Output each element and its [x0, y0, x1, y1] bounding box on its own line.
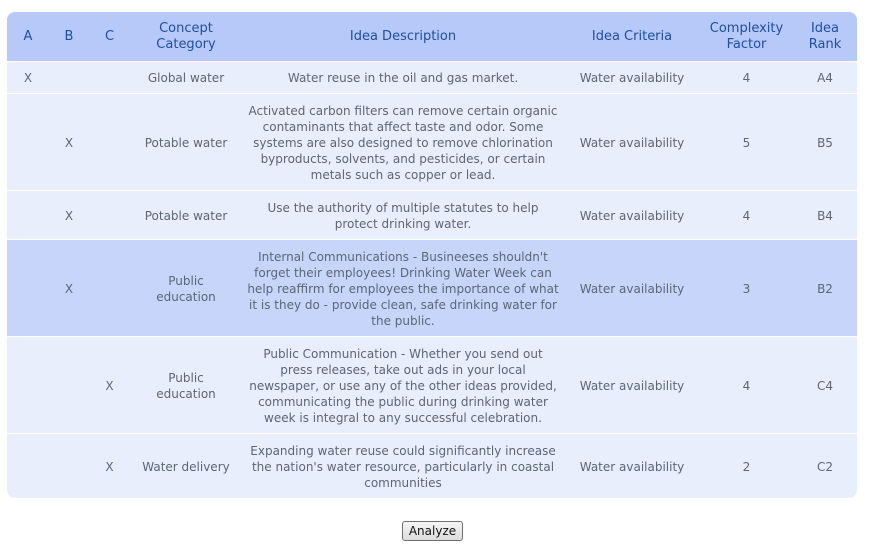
cell-b: X [64, 281, 74, 296]
table-row [7, 190, 857, 240]
header-b: B [64, 28, 74, 44]
cell-complexity-factor: 2 [742, 459, 751, 474]
cell-idea-criteria: Water availability [579, 378, 685, 393]
cell-concept-category: Public education [156, 273, 216, 304]
cell-idea-description: Activated carbon filters can remove certain organic contaminants that affect taste and odor. Some systems are also designed to remove chlorination byproducts, solvents, and pesticides, or certain metals such as copper or lead. [248, 103, 558, 182]
cell-b [49, 337, 89, 434]
cell-complexity-factor: 4 [742, 208, 751, 223]
cell-a [7, 337, 49, 434]
table-row [7, 433, 857, 498]
cell-a [7, 240, 49, 337]
cell-idea-description: Use the authority of multiple statutes to help protect drinking water. [267, 200, 539, 231]
cell-concept-category: Potable water [144, 208, 228, 223]
table-row [7, 336, 857, 434]
cell-idea-criteria: Water availability [579, 135, 685, 150]
cell-idea-rank: B4 [817, 208, 833, 223]
header-concept-category: Concept Category [156, 20, 216, 52]
cell-idea-criteria: Water availability [579, 71, 685, 85]
cell-idea-criteria: Water availability [579, 459, 685, 474]
cell-c [89, 94, 130, 191]
header-a: A [23, 28, 33, 44]
table-row [7, 61, 857, 94]
cell-idea-description: Internal Communications - Busineeses shouldn't forget their employees! Drinking Water Week can help reaffirm for employees the importance of what it is they do - provide clean, safe drinking water for the public. [247, 249, 559, 328]
cell-idea-rank: B5 [817, 135, 833, 150]
cell-idea-rank: C4 [816, 378, 833, 393]
cell-complexity-factor: 4 [742, 378, 751, 393]
cell-c: X [105, 459, 114, 474]
cell-idea-rank: B2 [817, 281, 833, 296]
cell-concept-category: Water delivery [142, 459, 230, 474]
header-idea-description: Idea Description [349, 28, 457, 44]
cell-c [89, 62, 130, 94]
header-c: C [104, 28, 115, 44]
cell-b [49, 434, 89, 498]
cell-c [89, 240, 130, 337]
cell-concept-category: Global water [147, 71, 225, 85]
cell-b [49, 62, 89, 94]
cell-a [7, 94, 49, 191]
analyze-button[interactable]: Analyze [402, 521, 463, 541]
cell-idea-description: Expanding water reuse could significantly increase the nation's water resource, particularly in coastal communities [250, 443, 556, 490]
cell-complexity-factor: 3 [742, 281, 751, 296]
cell-idea-criteria: Water availability [579, 208, 685, 223]
cell-concept-category: Potable water [144, 135, 228, 150]
cell-idea-rank: C2 [816, 459, 833, 474]
cell-idea-rank: A4 [817, 71, 833, 85]
cell-idea-description: Water reuse in the oil and gas market. [287, 71, 519, 85]
header-complexity-factor: Complexity Factor [709, 20, 784, 52]
header-idea-criteria: Idea Criteria [591, 28, 673, 44]
cell-a [7, 191, 49, 240]
table-row-highlighted [7, 239, 857, 337]
cell-c: X [105, 378, 114, 393]
cell-concept-category: Public education [156, 370, 216, 401]
ideas-table [7, 12, 857, 498]
cell-idea-description: Public Communication - Whether you send out press releases, take out ads in your local newspaper, or use any of the other ideas provided, communicating the public during drinking water week is integral to any successful celebration. [249, 346, 557, 425]
header-idea-rank: Idea Rank [808, 20, 842, 52]
cell-complexity-factor: 5 [742, 135, 751, 150]
cell-complexity-factor: 4 [742, 71, 751, 85]
table-header [7, 12, 857, 61]
cell-c [89, 191, 130, 240]
table-row [7, 93, 857, 191]
cell-a: X [23, 71, 33, 85]
cell-a [7, 434, 49, 498]
cell-b: X [64, 208, 74, 223]
cell-idea-criteria: Water availability [579, 281, 685, 296]
cell-b: X [64, 135, 74, 150]
